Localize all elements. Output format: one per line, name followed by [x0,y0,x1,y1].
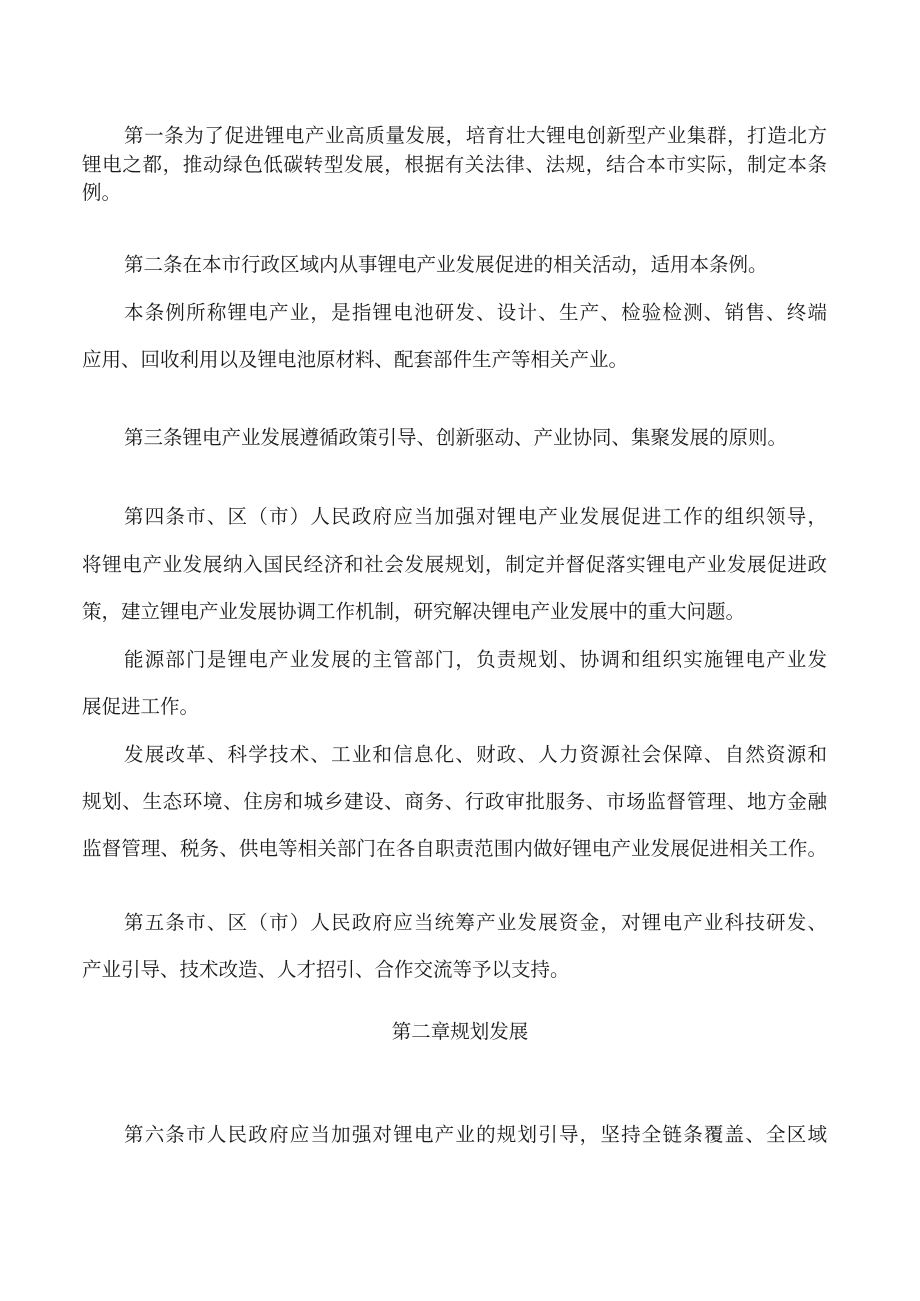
article-2-line-1: 第二条在本市行政区域内从事锂电产业发展促进的相关活动，适用本条例。 [124,253,768,276]
article-4-line-1: 第四条市、区（市）人民政府应当加强对锂电产业发展促进工作的组织领导， [124,505,827,528]
article-5-line-2: 产业引导、技术改造、人才招引、合作交流等予以支持。 [82,958,570,981]
article-6-line-1: 第六条市人民政府应当加强对锂电产业的规划引导，坚持全链条覆盖、全区域 [124,1123,827,1146]
article-1-line-1: 第一条为了促进锂电产业高质量发展，培育壮大锂电创新型产业集群，打造北方 [124,124,827,147]
article-3-line-1: 第三条锂电产业发展遵循政策引导、创新驱动、产业协同、集聚发展的原则。 [124,426,788,449]
article-4-para-3-line-3: 监督管理、税务、供电等相关部门在各自职责范围内做好锂电产业发展促进相关工作。 [82,837,827,860]
article-4-line-2: 将锂电产业发展纳入国民经济和社会发展规划，制定并督促落实锂电产业发展促进政 [82,553,827,576]
article-1-line-2: 锂电之都，推动绿色低碳转型发展，根据有关法律、法规，结合本市实际，制定本条 [82,153,827,176]
article-5-line-1: 第五条市、区（市）人民政府应当统筹产业发展资金，对锂电产业科技研发、 [124,911,827,934]
article-4-para-3-line-2: 规划、生态环境、住房和城乡建设、商务、行政审批服务、市场监督管理、地方金融 [82,790,827,813]
article-4-para-2-line-1: 能源部门是锂电产业发展的主管部门，负责规划、协调和组织实施锂电产业发 [124,648,827,671]
article-4-line-3: 策，建立锂电产业发展协调工作机制，研究解决锂电产业发展中的重大问题。 [82,600,746,623]
article-1-line-3: 例。 [82,181,122,204]
article-2-para-2-line-1: 本条例所称锂电产业，是指锂电池研发、设计、生产、检验检测、销售、终端 [124,301,827,324]
article-4-para-3-line-1: 发展改革、科学技术、工业和信息化、财政、人力资源社会保障、自然资源和 [124,743,827,766]
article-4-para-2-line-2: 展促进工作。 [82,695,200,718]
article-2-para-2-line-2: 应用、回收利用以及锂电池原材料、配套部件生产等相关产业。 [82,348,629,371]
chapter-2-title: 第二章规划发展 [391,1020,529,1043]
